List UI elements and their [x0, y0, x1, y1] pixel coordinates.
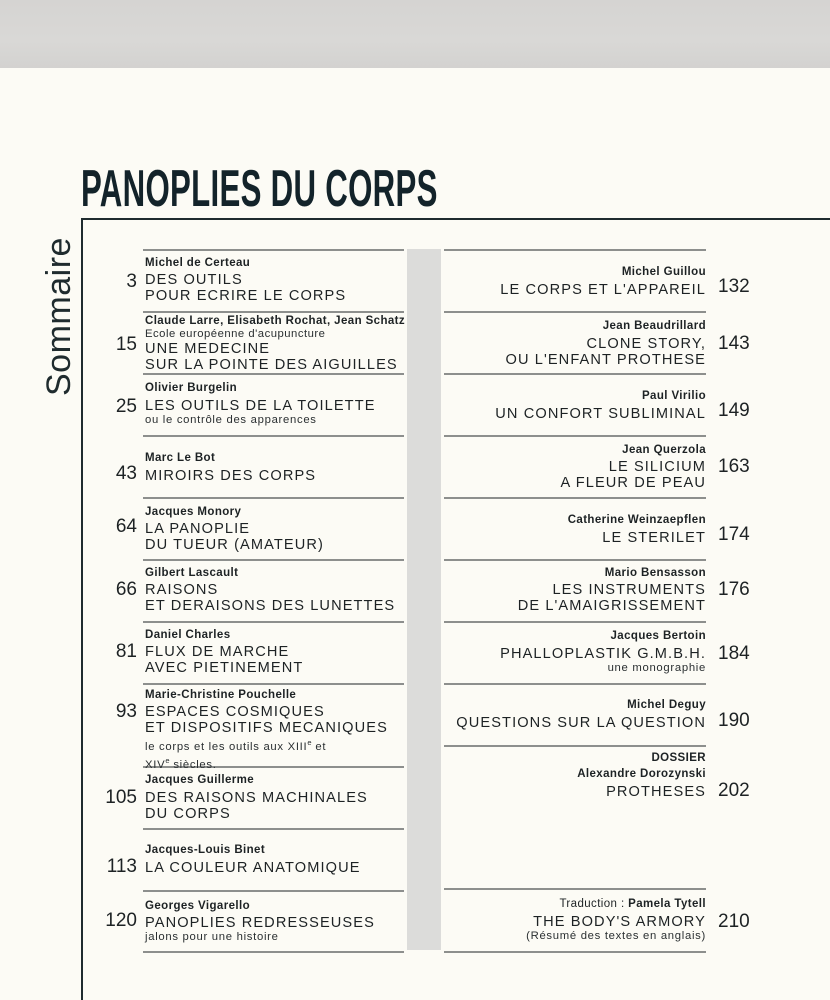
divider	[444, 311, 706, 313]
divider	[444, 373, 706, 375]
article-title-line: POUR ECRIRE LE CORPS	[145, 288, 347, 304]
author: Claude Larre, Elisabeth Rochat, Jean Schatz	[145, 315, 406, 327]
page-number: 81	[115, 641, 137, 662]
page-number: 174	[718, 524, 750, 545]
toc-entry[interactable]	[126, 256, 407, 304]
article-title-line: DE L'AMAIGRISSEMENT	[517, 598, 706, 614]
toc-entry[interactable]	[444, 319, 750, 368]
toc-entry[interactable]	[444, 443, 750, 491]
divider	[444, 249, 706, 251]
page-number: 15	[115, 334, 137, 355]
page-number: 176	[718, 579, 750, 600]
article-title-line: UNE MEDECINE	[145, 341, 271, 357]
author: Jean Beaudrillard	[602, 320, 706, 332]
toc-entry[interactable]	[444, 629, 750, 675]
article-title-line: DU TUEUR (AMATEUR)	[145, 537, 324, 553]
author: Jacques-Louis Binet	[145, 844, 266, 856]
toc-entry[interactable]	[444, 698, 750, 731]
page-number: 190	[718, 710, 750, 731]
divider	[444, 497, 706, 499]
divider	[444, 951, 706, 953]
toc-entry[interactable]	[444, 513, 750, 546]
article-title-line: DES OUTILS	[145, 272, 243, 288]
divider	[143, 683, 404, 685]
divider	[444, 683, 706, 685]
author: Olivier Burgelin	[145, 382, 238, 394]
article-title-line: FLUX DE MARCHE	[145, 644, 290, 660]
divider	[143, 621, 404, 623]
author: Catherine Weinzaepflen	[567, 514, 706, 526]
divider	[143, 311, 404, 313]
top-gray-band	[0, 0, 830, 68]
page-number: 184	[718, 643, 750, 664]
toc-entry[interactable]	[115, 451, 407, 484]
divider	[444, 621, 706, 623]
page-number: 143	[718, 333, 750, 354]
toc-entry[interactable]	[444, 897, 750, 943]
toc-entry[interactable]	[105, 899, 407, 944]
author: Jacques Guillerme	[145, 774, 255, 786]
divider	[143, 890, 404, 892]
divider	[143, 497, 404, 499]
author: Georges Vigarello	[145, 900, 251, 912]
subtitle: jalons pour une histoire	[145, 931, 279, 943]
author: Marie-Christine Pouchelle	[145, 689, 297, 701]
article-title-line: AVEC PIETINEMENT	[145, 660, 304, 676]
author: Daniel Charles	[145, 629, 231, 641]
toc-entry[interactable]	[115, 314, 407, 373]
article-title-line: THE BODY'S ARMORY	[533, 914, 706, 930]
article-title-line: LE CORPS ET L'APPAREIL	[500, 282, 706, 298]
article-title-line: RAISONS	[145, 582, 219, 598]
toc-entry[interactable]	[106, 843, 407, 877]
subtitle: (Résumé des textes en anglais)	[526, 930, 706, 942]
translation-label: Traduction :	[559, 898, 629, 910]
article-title-line: LA PANOPLIE	[145, 521, 251, 537]
subtitle: XIVe siècles.	[145, 756, 217, 771]
article-title-line: LE SILICIUM	[608, 459, 706, 475]
page-number: 163	[718, 456, 750, 477]
sommaire-side-label: Sommaire	[40, 237, 78, 396]
article-title-line: UN CONFORT SUBLIMINAL	[495, 406, 706, 422]
subtitle: ou le contrôle des apparences	[145, 414, 317, 426]
article-title-line: ET DERAISONS DES LUNETTES	[145, 598, 396, 614]
article-title-line: A FLEUR DE PEAU	[560, 475, 706, 491]
author: Marc Le Bot	[145, 452, 216, 464]
article-title-line: DES RAISONS MACHINALES	[145, 790, 368, 806]
page-number: 3	[126, 271, 137, 292]
page-number: 202	[718, 780, 750, 801]
divider	[444, 559, 706, 561]
page-number: 149	[718, 400, 750, 421]
toc-entry[interactable]	[115, 628, 407, 676]
subtitle: le corps et les outils aux XIIIe et	[145, 738, 327, 753]
subtitle: une monographie	[607, 662, 706, 674]
article-title-line: PHALLOPLASTIK G.M.B.H.	[500, 646, 706, 662]
article-title-line: CLONE STORY,	[586, 336, 706, 352]
toc-entry[interactable]	[444, 389, 750, 422]
toc-entry[interactable]	[115, 688, 407, 772]
article-title-line: PANOPLIES REDRESSEUSES	[145, 915, 375, 931]
affiliation: Ecole européenne d'acupuncture	[145, 328, 326, 340]
divider	[444, 888, 706, 890]
author: Jacques Bertoin	[610, 630, 706, 642]
divider	[143, 951, 404, 953]
divider	[143, 828, 404, 830]
translation-credit	[444, 897, 706, 911]
author: Paul Virilio	[641, 390, 706, 402]
divider	[143, 435, 404, 437]
author: Pamela Tytell	[628, 898, 706, 910]
toc-entry[interactable]	[115, 566, 407, 614]
author: Jacques Monory	[145, 506, 242, 518]
article-title-line: PROTHESES	[606, 784, 706, 800]
article-title-line: OU L'ENFANT PROTHESE	[505, 352, 706, 368]
toc-entry[interactable]	[444, 566, 750, 614]
article-title-line: LE STERILET	[602, 530, 706, 546]
page-number: 25	[115, 396, 137, 417]
page-number: 43	[115, 463, 137, 484]
frame-top-rule	[81, 218, 830, 220]
page-title: PANOPLIES DU CORPS	[81, 160, 438, 218]
article-title-line: ESPACES COSMIQUES	[145, 704, 325, 720]
author: Michel Guillou	[621, 266, 706, 278]
author: Michel de Certeau	[145, 257, 251, 269]
divider	[444, 745, 706, 747]
article-title-line: MIROIRS DES CORPS	[145, 468, 317, 484]
article-title-line: LES OUTILS DE LA TOILETTE	[145, 398, 376, 414]
article-title-line: LA COULEUR ANATOMIQUE	[145, 860, 361, 876]
divider	[444, 435, 706, 437]
page-number: 105	[105, 787, 137, 808]
toc-entry[interactable]	[115, 381, 407, 427]
author: Michel Deguy	[627, 699, 706, 711]
section-label: DOSSIER	[651, 752, 706, 764]
toc-entry[interactable]	[105, 773, 407, 822]
author: Mario Bensasson	[604, 567, 706, 579]
frame-left-rule	[81, 218, 83, 1000]
toc-entry[interactable]	[444, 265, 750, 298]
page-number: 113	[106, 856, 137, 877]
divider	[143, 249, 404, 251]
toc-entry[interactable]	[444, 751, 750, 801]
page-number: 64	[115, 516, 137, 537]
page-number: 93	[115, 701, 137, 722]
author: Alexandre Dorozynski	[577, 768, 706, 780]
gutter-gray-bar	[407, 249, 441, 950]
article-title-line: LES INSTRUMENTS	[552, 582, 706, 598]
article-title-line: QUESTIONS SUR LA QUESTION	[456, 715, 706, 731]
article-title-line: SUR LA POINTE DES AIGUILLES	[145, 357, 398, 373]
divider	[143, 559, 404, 561]
toc-entry[interactable]	[115, 505, 407, 553]
page-number: 210	[718, 911, 750, 932]
article-title-line: ET DISPOSITIFS MECANIQUES	[145, 720, 388, 736]
divider	[143, 373, 404, 375]
article-title-line: DU CORPS	[145, 806, 231, 822]
page-number: 132	[718, 276, 750, 297]
page-number: 66	[115, 579, 137, 600]
author: Gilbert Lascault	[145, 567, 239, 579]
page-number: 120	[105, 910, 137, 931]
author: Jean Querzola	[622, 444, 706, 456]
